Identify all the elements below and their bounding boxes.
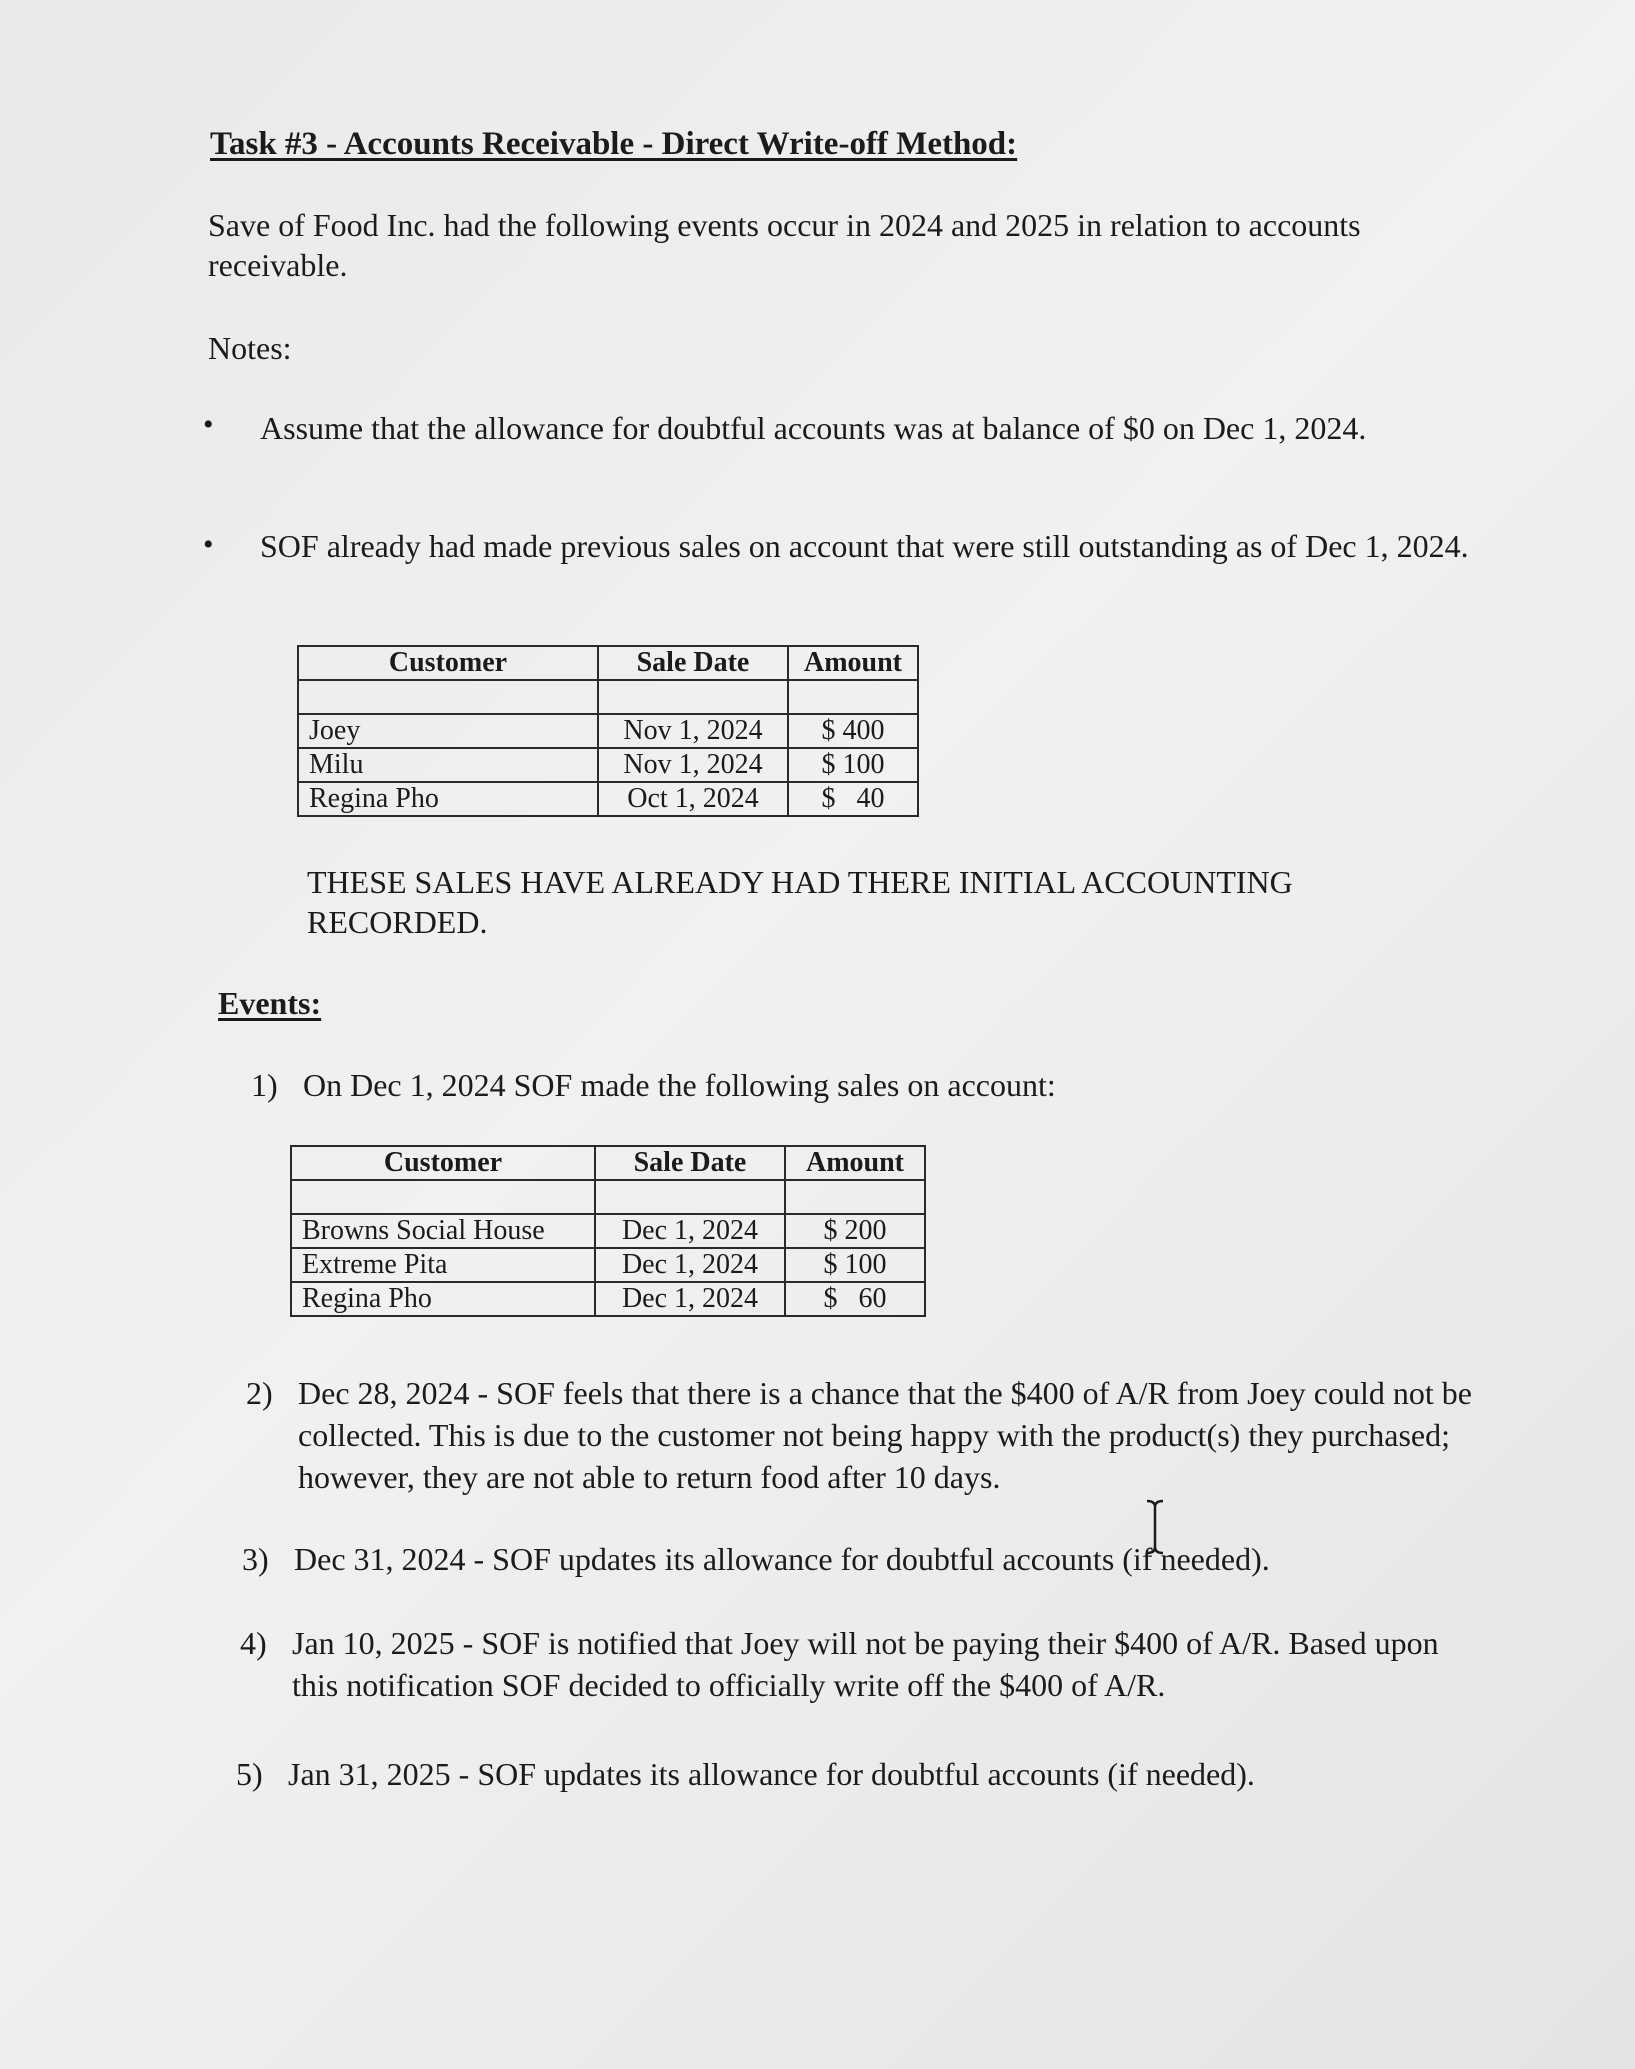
table-row bbox=[291, 1248, 925, 1282]
column-header-sale-date: Sale Date bbox=[598, 646, 788, 680]
table-spacer-row bbox=[291, 1180, 925, 1214]
table-row bbox=[298, 782, 918, 816]
column-header-customer: Customer bbox=[298, 646, 598, 680]
table-row bbox=[298, 748, 918, 782]
event-item bbox=[246, 1372, 1498, 1498]
note-previous-sales: SOF already had made previous sales on account that were still outstanding as of Dec 1, 2024. bbox=[260, 528, 1469, 564]
cell-sale-date: Nov 1, 2024 bbox=[598, 748, 788, 782]
event-item bbox=[236, 1753, 1448, 1795]
event-number: 1) bbox=[251, 1067, 278, 1103]
column-header-customer: Customer bbox=[291, 1146, 595, 1180]
cell-customer: Extreme Pita bbox=[291, 1248, 595, 1282]
bullet-icon: • bbox=[203, 528, 214, 561]
note-allowance: Assume that the allowance for doubtful accounts was at balance of $0 on Dec 1, 2024. bbox=[260, 410, 1367, 446]
cell-customer: Joey bbox=[298, 714, 598, 748]
column-header-amount: Amount bbox=[785, 1146, 925, 1180]
cell-sale-date: Oct 1, 2024 bbox=[598, 782, 788, 816]
cell-customer: Regina Pho bbox=[291, 1282, 595, 1316]
event-number: 5) bbox=[236, 1756, 263, 1792]
event-text: Jan 31, 2025 - SOF updates its allowance for doubtful accounts (if needed). bbox=[288, 1756, 1255, 1792]
event-text: Dec 31, 2024 - SOF updates its allowance for doubtful accounts (if needed). bbox=[294, 1541, 1270, 1577]
cell-sale-date: Dec 1, 2024 bbox=[595, 1248, 785, 1282]
document-title: Task #3 - Accounts Receivable - Direct Write-off Method: bbox=[210, 126, 1018, 162]
notes-label: Notes: bbox=[208, 330, 292, 366]
event-number: 2) bbox=[246, 1375, 273, 1411]
cell-amount: $ 100 bbox=[788, 748, 918, 782]
cell-amount: $ 200 bbox=[785, 1214, 925, 1248]
table-row bbox=[298, 714, 918, 748]
event-text: Dec 28, 2024 - SOF feels that there is a chance that the $400 of A/R from Joey could not be collected. This is due to the customer not being happy with the product(s) they purchased; however, they are not able to return food after 10 days. bbox=[298, 1375, 1472, 1495]
cell-sale-date: Dec 1, 2024 bbox=[595, 1282, 785, 1316]
event-number: 4) bbox=[240, 1625, 267, 1661]
outstanding-sales-table bbox=[297, 645, 919, 817]
event-text: On Dec 1, 2024 SOF made the following sales on account: bbox=[303, 1067, 1056, 1103]
cell-amount: $ 60 bbox=[785, 1282, 925, 1316]
column-header-amount: Amount bbox=[788, 646, 918, 680]
table-row bbox=[291, 1282, 925, 1316]
bullet-icon: • bbox=[203, 408, 214, 441]
table-row bbox=[291, 1214, 925, 1248]
cell-customer: Regina Pho bbox=[298, 782, 598, 816]
cell-customer: Browns Social House bbox=[291, 1214, 595, 1248]
column-header-sale-date: Sale Date bbox=[595, 1146, 785, 1180]
cell-sale-date: Nov 1, 2024 bbox=[598, 714, 788, 748]
text-cursor-icon bbox=[1144, 1498, 1166, 1556]
cell-sale-date: Dec 1, 2024 bbox=[595, 1214, 785, 1248]
recorded-note: THESE SALES HAVE ALREADY HAD THERE INITIAL ACCOUNTING RECORDED. bbox=[307, 864, 1293, 940]
cell-amount: $ 40 bbox=[788, 782, 918, 816]
cell-amount: $ 400 bbox=[788, 714, 918, 748]
event-text: Jan 10, 2025 - SOF is notified that Joey will not be paying their $400 of A/R. Based upon this notification SOF decided to officially write off the $400 of A/R. bbox=[292, 1625, 1439, 1703]
cell-amount: $ 100 bbox=[785, 1248, 925, 1282]
event-item bbox=[240, 1622, 1492, 1706]
intro-paragraph: Save of Food Inc. had the following events occur in 2024 and 2025 in relation to accounts receivable. bbox=[208, 207, 1361, 283]
event-item bbox=[251, 1064, 1403, 1106]
cell-customer: Milu bbox=[298, 748, 598, 782]
event-number: 3) bbox=[242, 1541, 269, 1577]
december-sales-table bbox=[290, 1145, 926, 1317]
events-heading: Events: bbox=[218, 985, 322, 1021]
event-item bbox=[242, 1538, 1454, 1580]
table-spacer-row bbox=[298, 680, 918, 714]
